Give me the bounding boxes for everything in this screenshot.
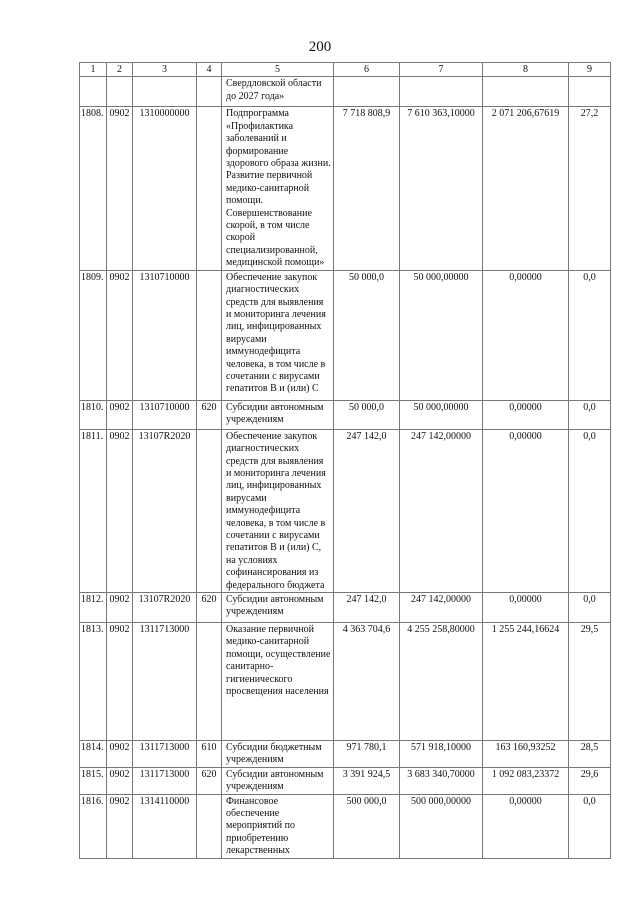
executed-amount: 163 160,93252 [483, 740, 569, 767]
item-name: Подпрограмма «Профилактика заболеваний и формирование здорового образа жизни. Развитие первичной медико-санитарной помощи. Совершенствование скорой, в том числе скорой специализированной, медицинской помощи» [222, 107, 334, 270]
item-name: Субсидии автономным учреждениям [222, 592, 334, 622]
executed-amount: 0,00000 [483, 400, 569, 429]
continuation-text: Свердловской области до 2027 года» [222, 77, 334, 107]
execution-percent: 0,0 [569, 400, 611, 429]
executed-amount: 2 071 206,67619 [483, 107, 569, 270]
expense-type-code: 620 [197, 400, 222, 429]
column-number: 2 [107, 63, 133, 77]
executed-amount: 0,00000 [483, 270, 569, 400]
expense-type-code [197, 429, 222, 592]
adjusted-amount: 50 000,00000 [400, 270, 483, 400]
empty-cell [197, 77, 222, 107]
row-number: 1815. [80, 767, 107, 794]
planned-amount: 7 718 808,9 [334, 107, 400, 270]
target-code: 13107R2020 [133, 429, 197, 592]
page-number: 200 [308, 39, 332, 55]
item-name: Субсидии автономным учреждениям [222, 400, 334, 429]
target-code: 1310710000 [133, 270, 197, 400]
target-code: 1310000000 [133, 107, 197, 270]
column-number: 1 [80, 63, 107, 77]
table-row [80, 740, 611, 767]
target-code: 1310710000 [133, 400, 197, 429]
row-number: 1811. [80, 429, 107, 592]
adjusted-amount: 247 142,00000 [400, 429, 483, 592]
column-number: 4 [197, 63, 222, 77]
empty-cell [569, 77, 611, 107]
expense-type-code [197, 107, 222, 270]
row-number: 1810. [80, 400, 107, 429]
table-row [80, 429, 611, 592]
table-row [80, 767, 611, 794]
expense-type-code: 610 [197, 740, 222, 767]
section-code: 0902 [107, 270, 133, 400]
execution-percent: 0,0 [569, 592, 611, 622]
adjusted-amount: 247 142,00000 [400, 592, 483, 622]
execution-percent: 29,5 [569, 622, 611, 740]
section-code: 0902 [107, 740, 133, 767]
executed-amount: 1 092 083,23372 [483, 767, 569, 794]
adjusted-amount: 4 255 258,80000 [400, 622, 483, 740]
row-number: 1816. [80, 794, 107, 858]
section-code: 0902 [107, 767, 133, 794]
section-code: 0902 [107, 429, 133, 592]
row-number: 1808. [80, 107, 107, 270]
adjusted-amount: 500 000,00000 [400, 794, 483, 858]
adjusted-amount: 3 683 340,70000 [400, 767, 483, 794]
item-name: Оказание первичной медико-санитарной помощи, осуществление санитарно-гигиенического просвещения населения [222, 622, 334, 740]
table-row [80, 400, 611, 429]
target-code: 1311713000 [133, 767, 197, 794]
column-number: 7 [400, 63, 483, 77]
column-number: 6 [334, 63, 400, 77]
row-number: 1813. [80, 622, 107, 740]
planned-amount: 4 363 704,6 [334, 622, 400, 740]
execution-percent: 0,0 [569, 794, 611, 858]
adjusted-amount: 571 918,10000 [400, 740, 483, 767]
row-number: 1809. [80, 270, 107, 400]
row-number: 1814. [80, 740, 107, 767]
planned-amount: 247 142,0 [334, 429, 400, 592]
row-number: 1812. [80, 592, 107, 622]
empty-cell [107, 77, 133, 107]
column-number: 8 [483, 63, 569, 77]
target-code: 1314110000 [133, 794, 197, 858]
execution-percent: 27,2 [569, 107, 611, 270]
expense-type-code: 620 [197, 767, 222, 794]
planned-amount: 971 780,1 [334, 740, 400, 767]
empty-cell [133, 77, 197, 107]
execution-percent: 0,0 [569, 270, 611, 400]
continuation-row [80, 77, 611, 107]
item-name: Субсидии бюджетным учреждениям [222, 740, 334, 767]
planned-amount: 500 000,0 [334, 794, 400, 858]
budget-table [79, 62, 611, 859]
empty-cell [483, 77, 569, 107]
section-code: 0902 [107, 622, 133, 740]
adjusted-amount: 50 000,00000 [400, 400, 483, 429]
executed-amount: 0,00000 [483, 429, 569, 592]
execution-percent: 28,5 [569, 740, 611, 767]
item-name: Финансовое обеспечение мероприятий по приобретению лекарственных [222, 794, 334, 858]
expense-type-code: 620 [197, 592, 222, 622]
planned-amount: 50 000,0 [334, 400, 400, 429]
execution-percent: 0,0 [569, 429, 611, 592]
adjusted-amount: 7 610 363,10000 [400, 107, 483, 270]
empty-cell [400, 77, 483, 107]
target-code: 1311713000 [133, 740, 197, 767]
expense-type-code [197, 270, 222, 400]
section-code: 0902 [107, 400, 133, 429]
item-name: Обеспечение закупок диагностических средств для выявления и мониторинга лечения лиц, инфицированных вирусами иммунодефицита человека, в том числе в сочетании с вирусами гепатитов В и (или) С, на условиях софинансирования из федерального бюджета [222, 429, 334, 592]
target-code: 13107R2020 [133, 592, 197, 622]
target-code: 1311713000 [133, 622, 197, 740]
section-code: 0902 [107, 794, 133, 858]
executed-amount: 0,00000 [483, 794, 569, 858]
table-row [80, 107, 611, 270]
section-code: 0902 [107, 107, 133, 270]
column-number: 5 [222, 63, 334, 77]
column-number: 9 [569, 63, 611, 77]
empty-cell [80, 77, 107, 107]
empty-cell [334, 77, 400, 107]
executed-amount: 1 255 244,16624 [483, 622, 569, 740]
column-number-row [80, 63, 611, 77]
execution-percent: 29,6 [569, 767, 611, 794]
expense-type-code [197, 794, 222, 858]
planned-amount: 247 142,0 [334, 592, 400, 622]
table-body [80, 63, 611, 859]
executed-amount: 0,00000 [483, 592, 569, 622]
table-row [80, 592, 611, 622]
table-row [80, 622, 611, 740]
table-row [80, 794, 611, 858]
section-code: 0902 [107, 592, 133, 622]
planned-amount: 50 000,0 [334, 270, 400, 400]
item-name: Обеспечение закупок диагностических средств для выявления и мониторинга лечения лиц, инфицированных вирусами иммунодефицита человека, в том числе в сочетании с вирусами гепатитов В и (или) С [222, 270, 334, 400]
expense-type-code [197, 622, 222, 740]
table-row [80, 270, 611, 400]
item-name: Субсидии автономным учреждениям [222, 767, 334, 794]
planned-amount: 3 391 924,5 [334, 767, 400, 794]
column-number: 3 [133, 63, 197, 77]
